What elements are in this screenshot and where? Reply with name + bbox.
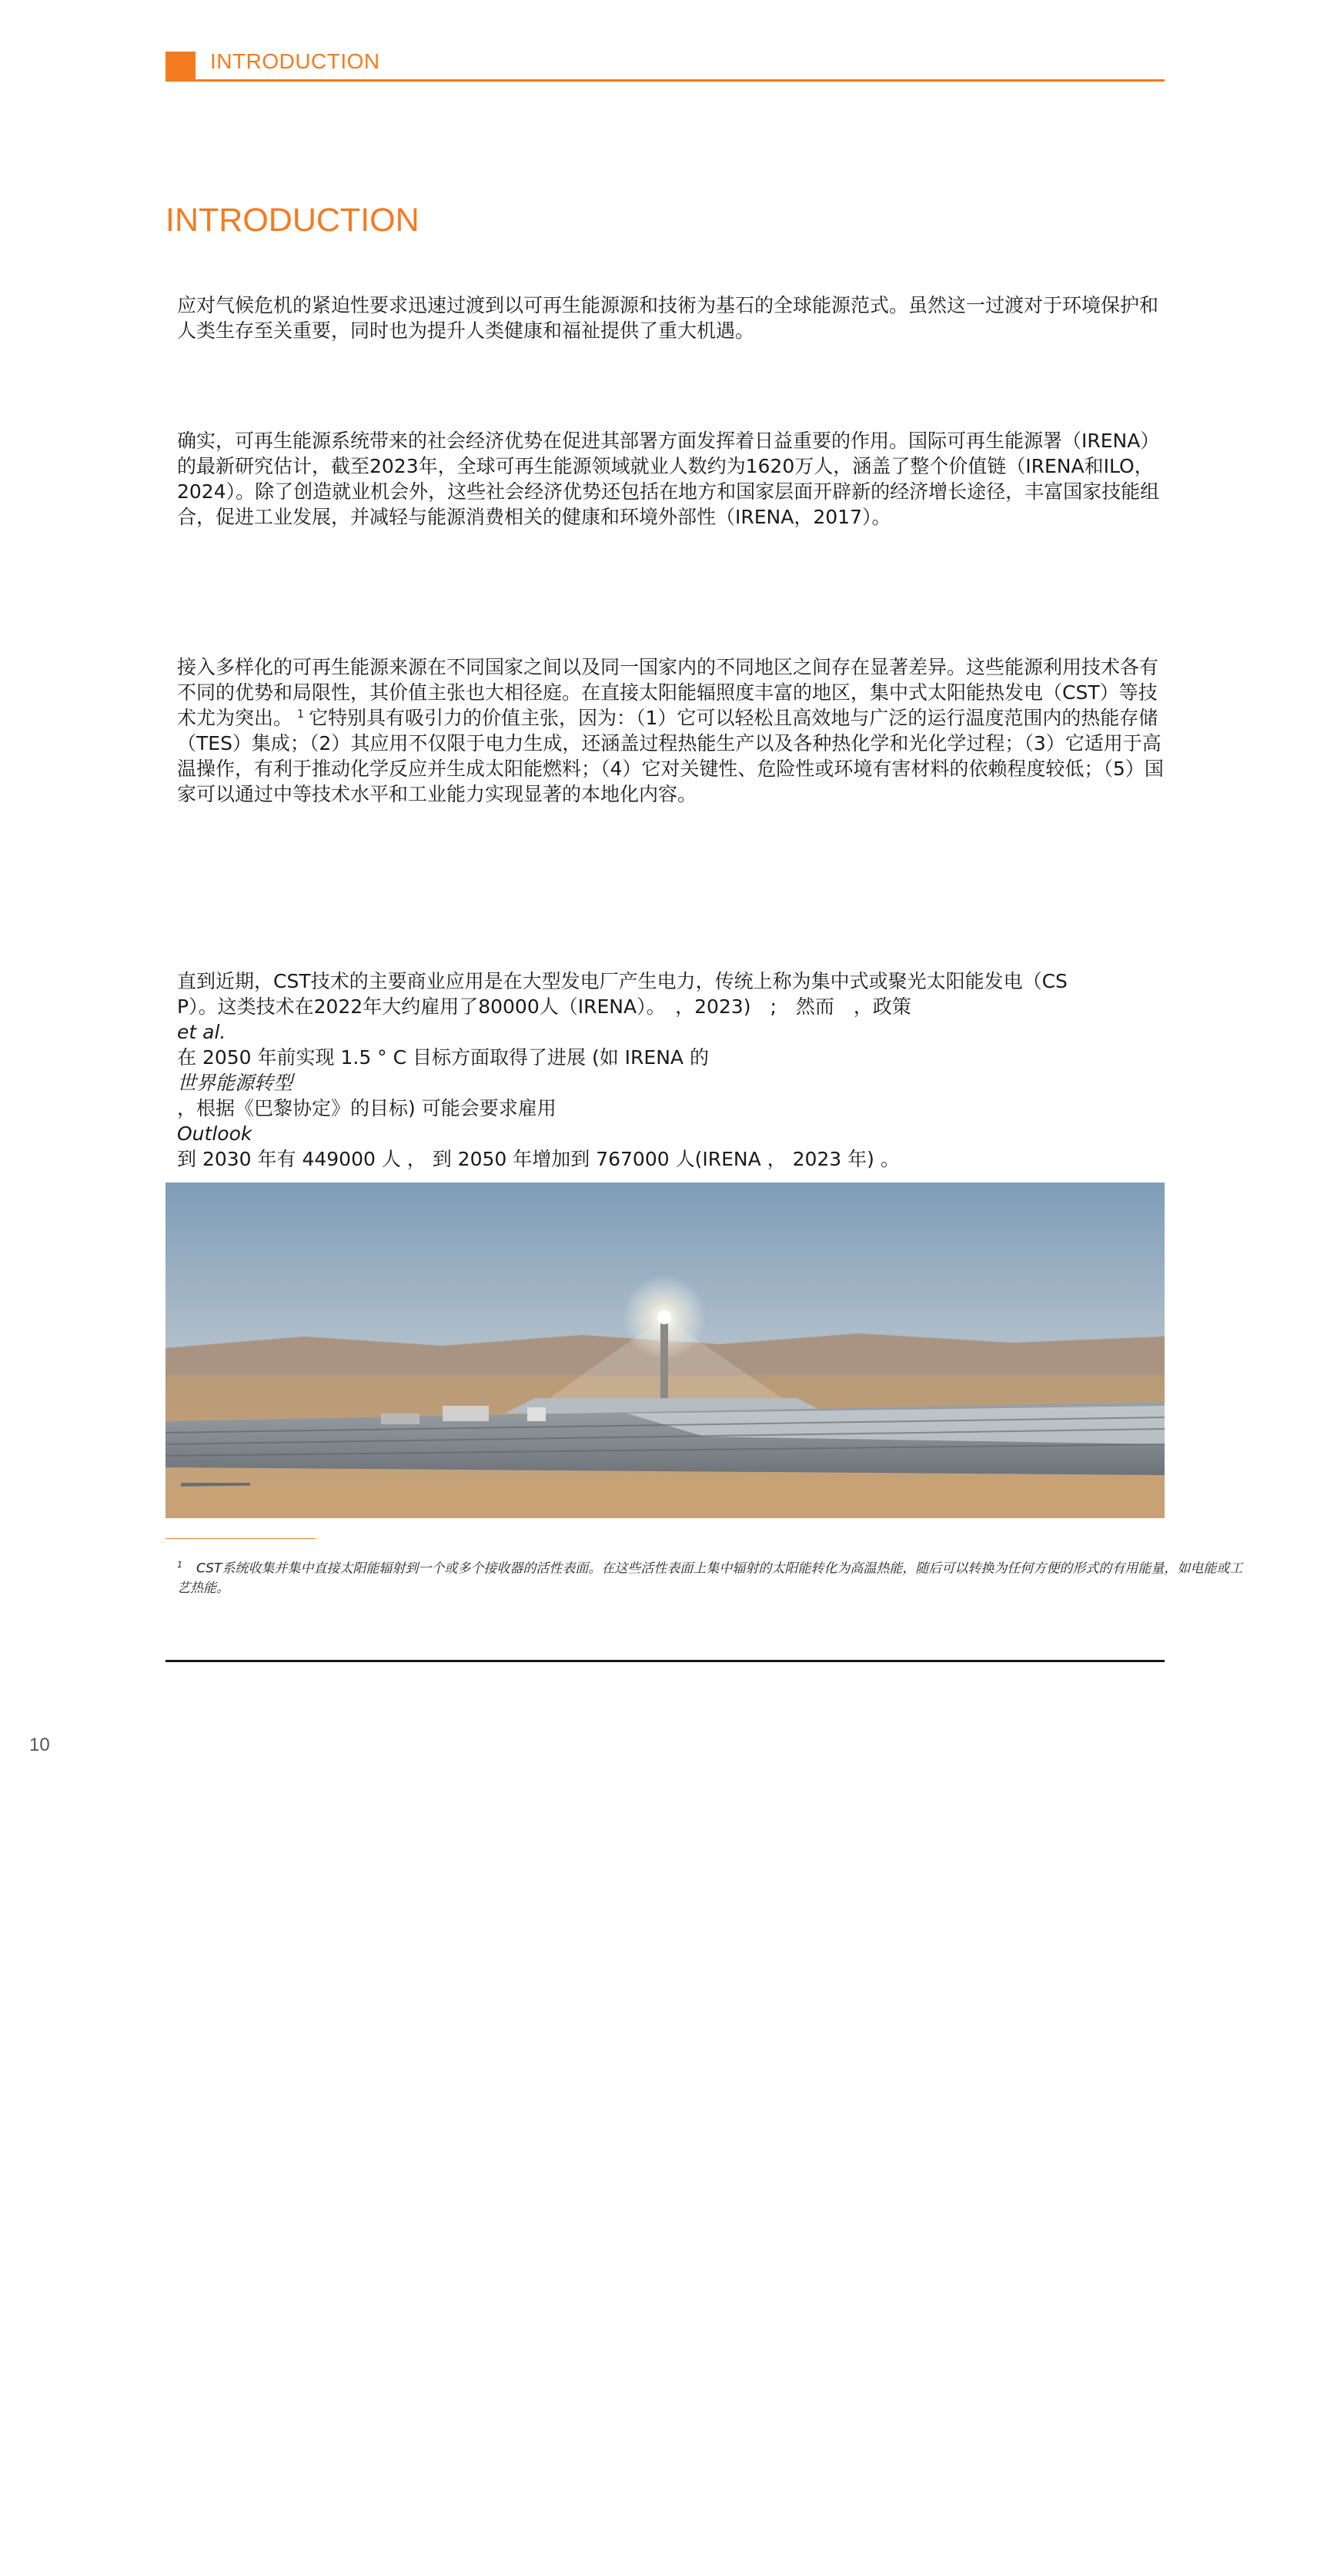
paragraph-3-text-a: 接入多样化的可再生能源来源在不同国家之间以及同一国家内的不同地区之间存在显著差异。这些能源利用技术各有不同的优势和局限性，其价值主张也大相径庭。在直接太阳能辐照度丰富的地区，集中式太阳能热发电（CST）等技术尤为突出。 (177, 656, 1159, 729)
paragraph-4-italic-2: 世界能源转型 (177, 1072, 293, 1094)
paragraph-4-line-2: P）。这类技术在2022年大约雇用了80000人（IRENA）。 ，2023) ; 然而 ，政策 (177, 995, 911, 1018)
paragraph-3-text-b: 它特别具有吸引力的价值主张，因为：（1）它可以轻松且高效地与广泛的运行温度范围内的热能存储（TES）集成；（2）其应用不仅限于电力生成，还涵盖过程热能生产以及各种热化学和光化学过程；（3）它适用于高温操作，有利于推动化学反应并生成太阳能燃料；（4）它对关键性、危险性或环境有害材料的依赖程度较低；（5）国家可以通过中等技术水平和工业能力实现显著的本地化内容。 (177, 707, 1164, 805)
header-rule (165, 79, 1165, 82)
footnote-text: CST系统收集并集中直接太阳能辐射到一个或多个接收器的活性表面。在这些活性表面上集中辐射的太阳能转化为高温热能，随后可以转换为任何方便的形式的有用能量，如电能或工艺热能。 (177, 1561, 1243, 1596)
paragraph-4-italic-3: Outlook (177, 1122, 252, 1145)
paragraph-4-line-3: 在 2050 年前实现 1.5 ° C 目标方面取得了进展 (如 IRENA 的 (177, 1046, 709, 1069)
paragraph-1: 应对气候危机的紧迫性要求迅速过渡到以可再生能源源和技術为基石的全球能源范式。虽然这一过渡对于环境保护和人类生存至关重要，同时也为提升人类健康和福祉提供了重大机遇。 (177, 294, 1159, 342)
paragraph-4 (177, 969, 1170, 1172)
paragraph-4-line-4: ，根据《巴黎协定》的目标) 可能会要求雇用 (177, 1097, 557, 1119)
footnote-reference[interactable]: 1 (297, 708, 304, 721)
running-header-title: INTRODUCTION (210, 49, 380, 73)
paragraph-3 (177, 654, 1170, 807)
section-title: INTRODUCTION (165, 202, 419, 239)
page-number: 10 (29, 1735, 50, 1755)
paragraph-4-italic-1: et al. (177, 1021, 226, 1043)
paragraph-4-line-5: 到 2030 年有 449000 人 ， 到 2050 年增加到 767000 人(IRENA ， 2023 年) 。 (177, 1148, 900, 1170)
footnote-rule (165, 1538, 316, 1539)
bottom-rule (165, 1660, 1165, 1662)
paragraph-2: 确实，可再生能源系统带来的社会经济优势在促进其部署方面发挥着日益重要的作用。国际可再生能源署（IRENA）的最新研究估计，截至2023年，全球可再生能源领域就业人数约为1620万人，涵盖了整个价值链（IRENA和ILO，2024）。除了创造就业机会外，这些社会经济优势还包括在地方和国家层面开辟新的经济增长途径，丰富国家技能组合，促进工业发展，并减轻与能源消费相关的健康和环境外部性（IRENA，2017）。 (177, 430, 1160, 528)
solar-tower-illustration (165, 1183, 1165, 1518)
paragraph-4-line-1: 直到近期，CST技术的主要商业应用是在大型发电厂产生电力，传统上称为集中式或聚光太阳能发电（CS (177, 970, 1068, 992)
photo-credit: © Barbarajo / Shutterstock.com (1312, 2394, 1326, 2576)
footnote-number: 1 (177, 1560, 182, 1570)
header-accent-square (165, 52, 196, 81)
footnote (177, 1555, 1255, 1598)
